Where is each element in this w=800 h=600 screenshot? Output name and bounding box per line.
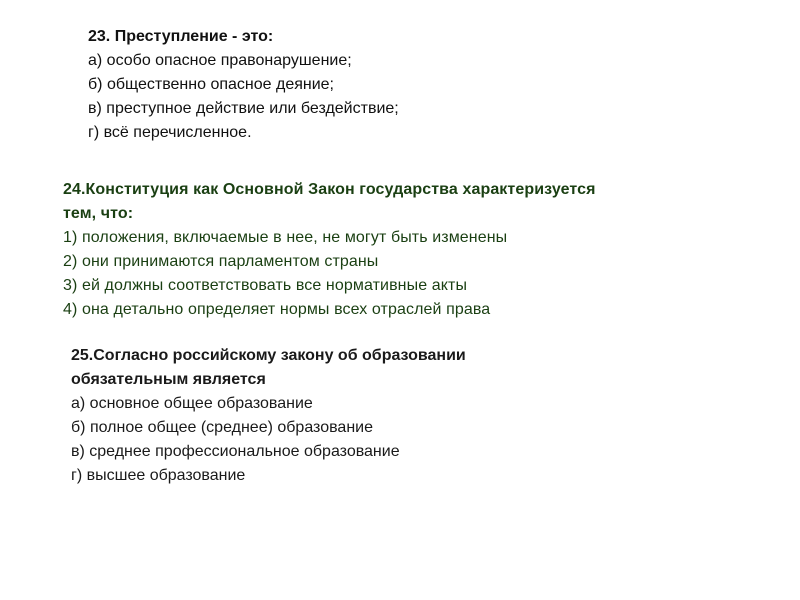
- question-25-title-line-1: 25.Согласно российскому закону об образовании: [71, 347, 466, 364]
- question-24-title-line-1: 24.Конституция как Основной Закон государства характеризуется: [63, 181, 596, 198]
- question-24-option-3: 3) ей должны соответствовать все нормативные акты: [63, 277, 468, 294]
- question-23-option-a: а) особо опасное правонарушение;: [88, 52, 352, 69]
- question-23-option-c: в) преступное действие или бездействие;: [88, 100, 399, 117]
- question-25-option-d: г) высшее образование: [71, 467, 246, 484]
- question-23-option-b: б) общественно опасное деяние;: [88, 76, 334, 93]
- question-23-option-d: г) всё перечисленное.: [88, 124, 252, 141]
- question-25: [71, 344, 466, 488]
- question-25-option-b: б) полное общее (среднее) образование: [71, 419, 373, 436]
- question-24: [63, 178, 596, 322]
- question-25-option-a: а) основное общее образование: [71, 395, 313, 412]
- question-24-title-line-2: тем, что:: [63, 205, 134, 222]
- question-24-option-1: 1) положения, включаемые в нее, не могут быть изменены: [63, 229, 508, 246]
- question-24-option-2: 2) они принимаются парламентом страны: [63, 253, 379, 270]
- question-25-option-c: в) среднее профессиональное образование: [71, 443, 400, 460]
- question-23: [88, 25, 399, 145]
- question-25-title-line-2: обязательным является: [71, 371, 266, 388]
- question-23-title: 23. Преступление - это:: [88, 28, 274, 45]
- question-24-option-4: 4) она детально определяет нормы всех отраслей права: [63, 301, 491, 318]
